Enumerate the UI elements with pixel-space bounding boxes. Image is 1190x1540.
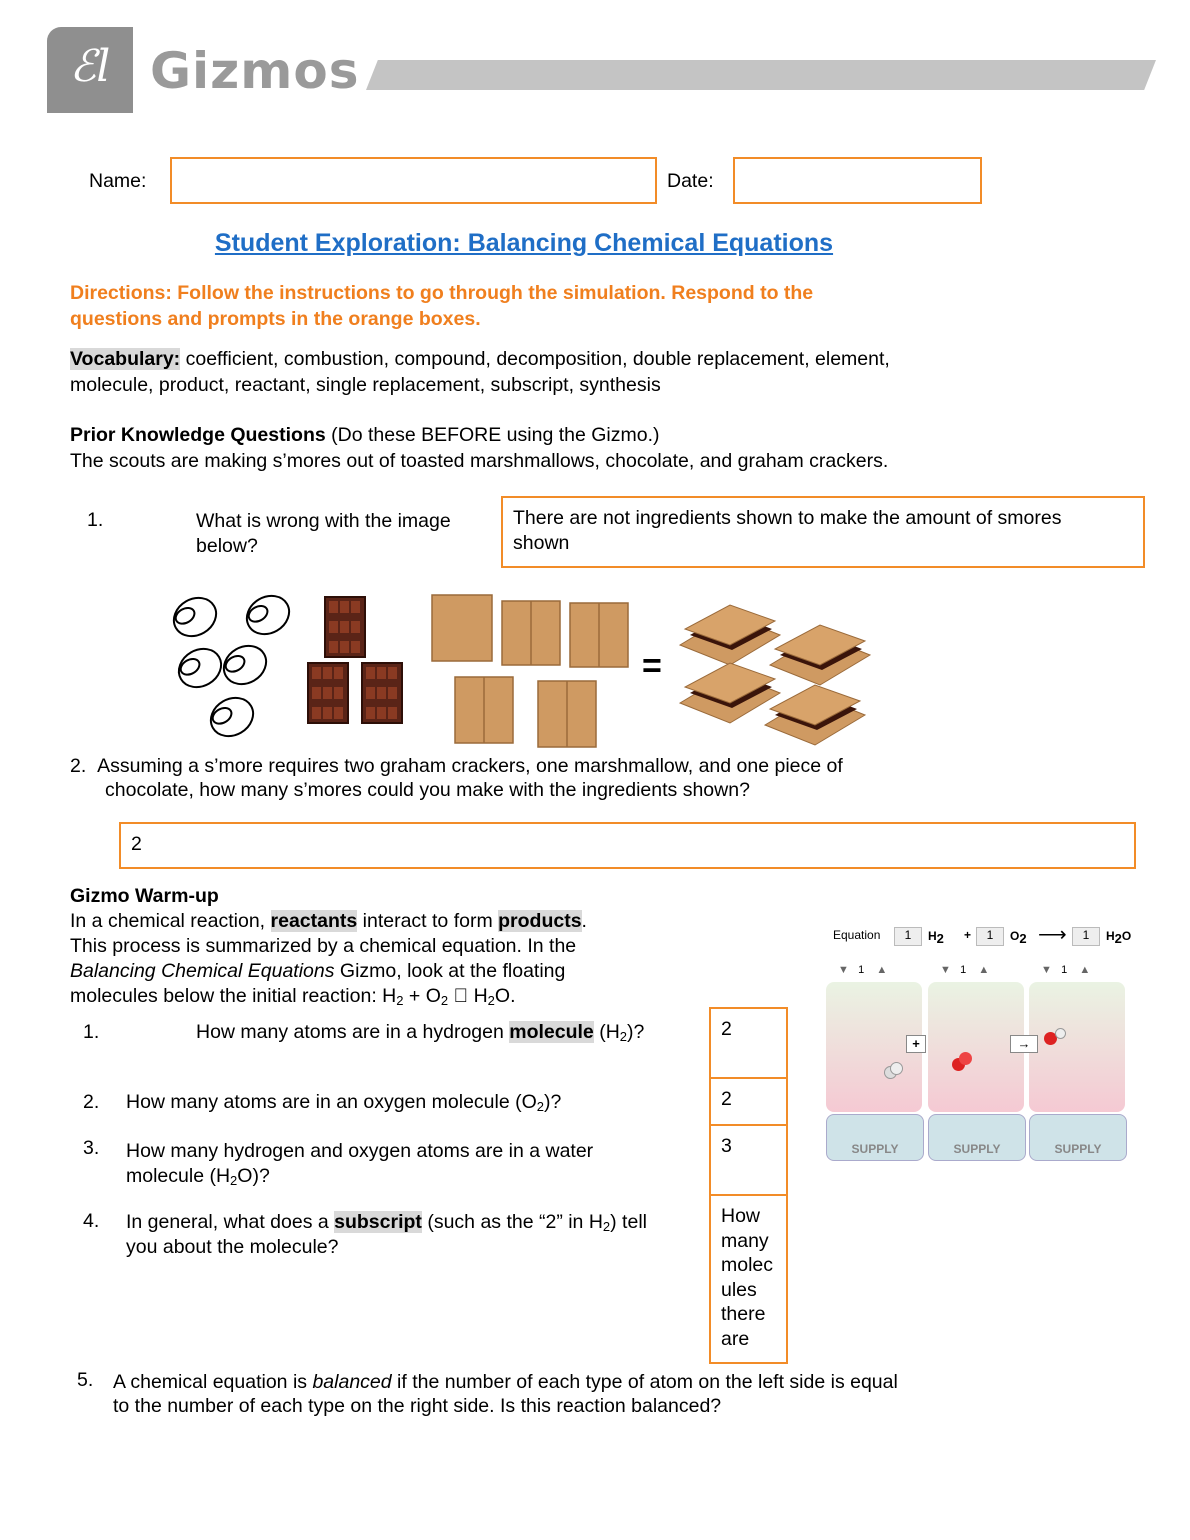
directions: Directions: Follow the instructions to go through the simulation. Respond to the questions and prompts in the orange boxes.: [70, 282, 814, 330]
w-q4-number: 4.: [83, 1210, 100, 1232]
w-q1-text: How many atoms are in a hydrogen molecule $(H_2)$?: [196, 1021, 645, 1044]
equals-sign: =: [642, 647, 662, 685]
marshmallows: [167, 588, 296, 743]
smores-illustration: [160, 585, 890, 755]
vocabulary-label: Vocabulary:: [70, 348, 181, 370]
name-field[interactable]: [170, 157, 657, 204]
w-q4-text: In general, what does a subscript (such as the “2” in $H_2$) tell you about the molecule?: [126, 1211, 647, 1258]
gizmos-brand: Gizmos: [150, 42, 360, 100]
gizmo-screenshot: [826, 920, 1131, 1165]
q1-text: What is wrong with the image below?: [196, 510, 451, 557]
plus-sign: +: [964, 928, 972, 942]
species-h2: $H_2$: [928, 929, 944, 946]
q1-number: 1.: [87, 509, 104, 531]
w-q3-answer-box[interactable]: 3: [709, 1124, 788, 1196]
name-label: Name:: [89, 170, 147, 192]
o2-molecule-atom: [959, 1052, 972, 1065]
w-q2-answer-box[interactable]: 2: [709, 1077, 788, 1126]
graham-crackers: [432, 595, 628, 747]
supply-button-3[interactable]: SUPPLY: [1029, 1114, 1127, 1161]
chocolate-bars: [308, 597, 402, 723]
w-q3-text: How many hydrogen and oxygen atoms are in a water molecule $(H_2O)$?: [126, 1140, 594, 1188]
w-q3-number: 3.: [83, 1137, 100, 1159]
date-label: Date:: [667, 170, 714, 192]
warmup-intro: Gizmo Warm-up In a chemical reaction, reactants interact to form products. This process is summarized by a chemical equation. In the Balancing Chemical Equations Gizmo, look at the floating molecules below the initial reaction: $H_2 + O_2$ $H_2O$.: [70, 885, 587, 1008]
prior-knowledge: Prior Knowledge Questions (Do these BEFORE using the Gizmo.) The scouts are making s’mores out of toasted marshmallows, chocolate, and graham crackers.: [70, 424, 889, 472]
q1-answer-box[interactable]: There are not ingredients shown to make the amount of smores shown: [501, 496, 1145, 568]
date-field[interactable]: [733, 157, 982, 204]
coef3-field[interactable]: 1: [1072, 927, 1100, 946]
supply-button-1[interactable]: SUPPLY: [826, 1114, 924, 1161]
coef2-field[interactable]: 1: [976, 927, 1004, 946]
gizmos-logo-mark: ℰl: [47, 27, 133, 113]
w-q4-answer-box[interactable]: How many molec ules there are: [709, 1194, 788, 1364]
reaction-arrow: ⟶: [1038, 924, 1067, 946]
h2-molecule-atom: [890, 1062, 903, 1075]
vocabulary: Vocabulary: coefficient, combustion, compound, decomposition, double replacement, element, molecule, product, reactant, single replacement, subscript, synthesis: [70, 348, 890, 396]
equation-label: Equation: [833, 928, 881, 942]
w-q1-answer-box[interactable]: 2: [709, 1007, 788, 1079]
plus-button[interactable]: +: [906, 1035, 926, 1053]
counter-3[interactable]: ▼ 1 ▲: [1041, 964, 1091, 976]
smores: [680, 605, 870, 745]
product-chamber: [1029, 982, 1125, 1112]
w-q1-number: 1.: [83, 1021, 100, 1043]
supply-button-2[interactable]: SUPPLY: [928, 1114, 1026, 1161]
counter-2[interactable]: ▼ 1 ▲: [940, 964, 990, 976]
page-title: Student Exploration: Balancing Chemical Equations: [214, 229, 834, 257]
q2-text: 2. Assuming a s’more requires two graham crackers, one marshmallow, and one piece of chocolate, how many s’mores could you make with the ingredients shown?: [70, 755, 843, 801]
coef1-field[interactable]: 1: [894, 927, 922, 946]
h2o-molecule-atom: [1055, 1028, 1066, 1039]
w-q2-text: How many atoms are in an oxygen molecule $(O_2)$?: [126, 1091, 562, 1114]
arrow-button[interactable]: →: [1010, 1035, 1038, 1053]
species-o2: $O_2$: [1010, 929, 1027, 946]
q5-text: A chemical equation is balanced if the number of each type of atom on the left side is equal to the number of each type on the right side. Is this reaction balanced?: [113, 1371, 898, 1417]
header-bar: [366, 60, 1156, 90]
species-h2o: $H_2O$: [1106, 929, 1132, 946]
q5-number: 5.: [77, 1369, 94, 1391]
q2-answer-box[interactable]: 2: [119, 822, 1136, 869]
w-q2-number: 2.: [83, 1091, 100, 1113]
counter-1[interactable]: ▼ 1 ▲: [838, 964, 888, 976]
